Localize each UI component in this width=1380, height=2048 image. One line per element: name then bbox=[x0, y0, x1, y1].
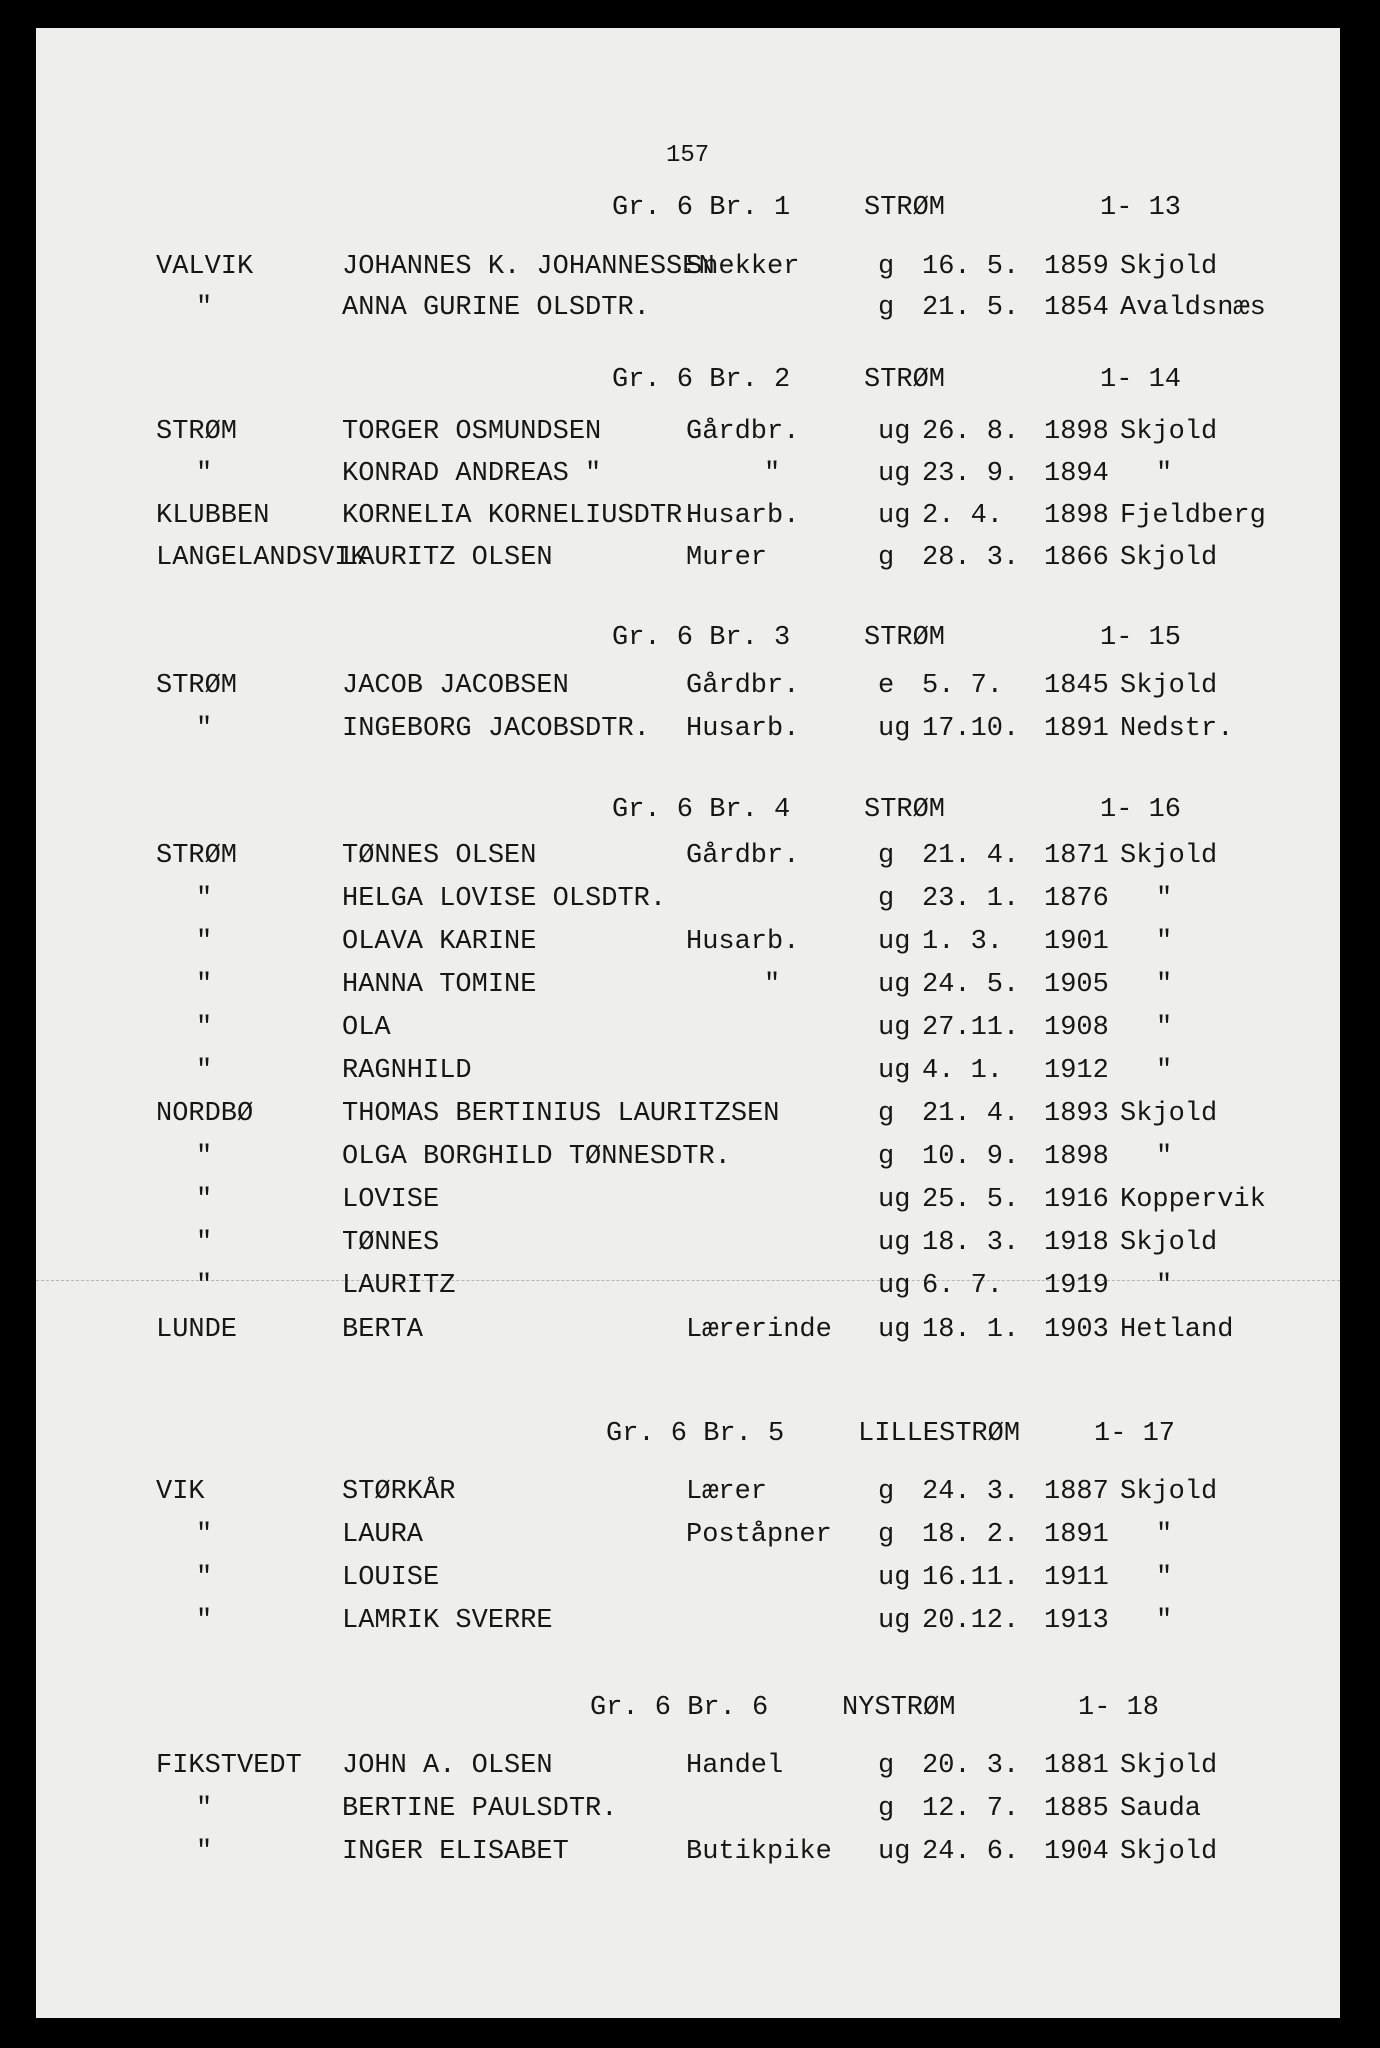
group-number: Gr. 6 Br. 1 bbox=[612, 193, 791, 223]
year: 1904 bbox=[1044, 1837, 1109, 1867]
group-ref: 1- 14 bbox=[1100, 365, 1182, 395]
occupation: Poståpner bbox=[686, 1520, 832, 1550]
date: 25. 5. bbox=[922, 1185, 1020, 1215]
date: 26. 8. bbox=[922, 417, 1020, 447]
group-place: NYSTRØM bbox=[842, 1693, 956, 1723]
name: JACOB JACOBSEN bbox=[342, 671, 569, 701]
birthplace: Skjold bbox=[1120, 1228, 1218, 1258]
civil-status: ug bbox=[878, 714, 911, 744]
place: " bbox=[196, 1228, 213, 1258]
birthplace: Skjold bbox=[1120, 1477, 1218, 1507]
civil-status: g bbox=[878, 543, 895, 573]
year: 1898 bbox=[1044, 1142, 1109, 1172]
date: 16. 5. bbox=[922, 252, 1020, 282]
birthplace: Skjold bbox=[1120, 252, 1218, 282]
civil-status: g bbox=[878, 1520, 895, 1550]
birthplace: " bbox=[1156, 927, 1173, 957]
civil-status: ug bbox=[878, 1606, 911, 1636]
birthplace: Skjold bbox=[1120, 1751, 1218, 1781]
group-ref: 1- 16 bbox=[1100, 795, 1182, 825]
date: 5. 7. bbox=[922, 671, 1004, 701]
birthplace: Hetland bbox=[1120, 1315, 1234, 1345]
name: RAGNHILD bbox=[342, 1056, 472, 1086]
place: " bbox=[196, 1794, 213, 1824]
date: 20. 3. bbox=[922, 1751, 1020, 1781]
fold-line bbox=[36, 1280, 1340, 1281]
date: 18. 2. bbox=[922, 1520, 1020, 1550]
birthplace: " bbox=[1156, 1056, 1173, 1086]
year: 1854 bbox=[1044, 293, 1109, 323]
group-number: Gr. 6 Br. 2 bbox=[612, 365, 791, 395]
date: 24. 3. bbox=[922, 1477, 1020, 1507]
occupation: Husarb. bbox=[686, 714, 800, 744]
name: STØRKÅR bbox=[342, 1477, 456, 1507]
birthplace: " bbox=[1156, 459, 1173, 489]
date: 18. 3. bbox=[922, 1228, 1020, 1258]
civil-status: ug bbox=[878, 1563, 911, 1593]
name: OLA bbox=[342, 1013, 391, 1043]
occupation: Gårdbr. bbox=[686, 841, 800, 871]
occupation: Murer bbox=[686, 543, 768, 573]
name: HANNA TOMINE bbox=[342, 970, 537, 1000]
birthplace: " bbox=[1156, 1563, 1173, 1593]
year: 1891 bbox=[1044, 1520, 1109, 1550]
place: " bbox=[196, 1271, 213, 1301]
group-ref: 1- 17 bbox=[1094, 1419, 1176, 1449]
civil-status: g bbox=[878, 1751, 895, 1781]
group-number: Gr. 6 Br. 3 bbox=[612, 623, 791, 653]
birthplace: Skjold bbox=[1120, 543, 1218, 573]
name: LAURA bbox=[342, 1520, 424, 1550]
civil-status: ug bbox=[878, 970, 911, 1000]
group-place: STRØM bbox=[864, 365, 946, 395]
year: 1913 bbox=[1044, 1606, 1109, 1636]
date: 1. 3. bbox=[922, 927, 1004, 957]
year: 1898 bbox=[1044, 417, 1109, 447]
name: THOMAS BERTINIUS LAURITZSEN bbox=[342, 1099, 780, 1129]
year: 1845 bbox=[1044, 671, 1109, 701]
birthplace: " bbox=[1156, 970, 1173, 1000]
birthplace: " bbox=[1156, 1013, 1173, 1043]
civil-status: ug bbox=[878, 1271, 911, 1301]
year: 1876 bbox=[1044, 884, 1109, 914]
name: OLGA BORGHILD TØNNESDTR. bbox=[342, 1142, 731, 1172]
name: ANNA GURINE OLSDTR. bbox=[342, 293, 650, 323]
name: TORGER OSMUNDSEN bbox=[342, 417, 602, 447]
name: HELGA LOVISE OLSDTR. bbox=[342, 884, 667, 914]
date: 10. 9. bbox=[922, 1142, 1020, 1172]
year: 1905 bbox=[1044, 970, 1109, 1000]
year: 1871 bbox=[1044, 841, 1109, 871]
date: 6. 7. bbox=[922, 1271, 1004, 1301]
birthplace: " bbox=[1156, 1271, 1173, 1301]
name: JOHN A. OLSEN bbox=[342, 1751, 553, 1781]
civil-status: g bbox=[878, 841, 895, 871]
occupation: " bbox=[764, 970, 781, 1000]
place: " bbox=[196, 1563, 213, 1593]
date: 21. 5. bbox=[922, 293, 1020, 323]
name: JOHANNES K. JOHANNESSEN bbox=[342, 252, 715, 282]
birthplace: Skjold bbox=[1120, 671, 1218, 701]
civil-status: ug bbox=[878, 1056, 911, 1086]
year: 1885 bbox=[1044, 1794, 1109, 1824]
civil-status: ug bbox=[878, 927, 911, 957]
group-place: LILLESTRØM bbox=[858, 1419, 1021, 1449]
date: 16.11. bbox=[922, 1563, 1020, 1593]
civil-status: ug bbox=[878, 417, 911, 447]
name: INGEBORG JACOBSDTR. bbox=[342, 714, 650, 744]
place: STRØM bbox=[156, 671, 238, 701]
year: 1859 bbox=[1044, 252, 1109, 282]
year: 1918 bbox=[1044, 1228, 1109, 1258]
place: " bbox=[196, 1606, 213, 1636]
civil-status: g bbox=[878, 1477, 895, 1507]
name: BERTA bbox=[342, 1315, 424, 1345]
place: NORDBØ bbox=[156, 1099, 254, 1129]
place: LANGELANDSVIK bbox=[156, 543, 367, 573]
place: KLUBBEN bbox=[156, 501, 270, 531]
date: 18. 1. bbox=[922, 1315, 1020, 1345]
civil-status: ug bbox=[878, 1837, 911, 1867]
date: 23. 1. bbox=[922, 884, 1020, 914]
name: LAURITZ OLSEN bbox=[342, 543, 553, 573]
name: LAURITZ bbox=[342, 1271, 456, 1301]
place: STRØM bbox=[156, 417, 238, 447]
year: 1887 bbox=[1044, 1477, 1109, 1507]
place: " bbox=[196, 714, 213, 744]
occupation: Handel bbox=[686, 1751, 784, 1781]
date: 23. 9. bbox=[922, 459, 1020, 489]
birthplace: Skjold bbox=[1120, 417, 1218, 447]
date: 24. 6. bbox=[922, 1837, 1020, 1867]
civil-status: g bbox=[878, 884, 895, 914]
year: 1894 bbox=[1044, 459, 1109, 489]
name: TØNNES OLSEN bbox=[342, 841, 537, 871]
group-number: Gr. 6 Br. 4 bbox=[612, 795, 791, 825]
place: " bbox=[196, 1837, 213, 1867]
birthplace: Skjold bbox=[1120, 1099, 1218, 1129]
date: 28. 3. bbox=[922, 543, 1020, 573]
birthplace: " bbox=[1156, 1142, 1173, 1172]
year: 1881 bbox=[1044, 1751, 1109, 1781]
year: 1903 bbox=[1044, 1315, 1109, 1345]
civil-status: ug bbox=[878, 1185, 911, 1215]
group-number: Gr. 6 Br. 5 bbox=[606, 1419, 785, 1449]
civil-status: ug bbox=[878, 459, 911, 489]
place: " bbox=[196, 1185, 213, 1215]
year: 1891 bbox=[1044, 714, 1109, 744]
civil-status: ug bbox=[878, 501, 911, 531]
birthplace: " bbox=[1156, 1520, 1173, 1550]
name: KORNELIA KORNELIUSDTR. bbox=[342, 501, 699, 531]
year: 1919 bbox=[1044, 1271, 1109, 1301]
name: TØNNES bbox=[342, 1228, 440, 1258]
name: INGER ELISABET bbox=[342, 1837, 569, 1867]
group-place: STRØM bbox=[864, 795, 946, 825]
name: BERTINE PAULSDTR. bbox=[342, 1794, 618, 1824]
civil-status: g bbox=[878, 1099, 895, 1129]
occupation: Husarb. bbox=[686, 927, 800, 957]
year: 1912 bbox=[1044, 1056, 1109, 1086]
place: FIKSTVEDT bbox=[156, 1751, 302, 1781]
date: 24. 5. bbox=[922, 970, 1020, 1000]
civil-status: ug bbox=[878, 1013, 911, 1043]
occupation: Lærerinde bbox=[686, 1315, 832, 1345]
civil-status: g bbox=[878, 1794, 895, 1824]
place: " bbox=[196, 293, 213, 323]
birthplace: " bbox=[1156, 1606, 1173, 1636]
occupation: " bbox=[764, 459, 781, 489]
place: LUNDE bbox=[156, 1315, 238, 1345]
birthplace: " bbox=[1156, 884, 1173, 914]
place: " bbox=[196, 1056, 213, 1086]
birthplace: Avaldsnæs bbox=[1120, 293, 1266, 323]
page-number: 157 bbox=[666, 142, 710, 169]
place: " bbox=[196, 1013, 213, 1043]
civil-status: e bbox=[878, 671, 895, 701]
civil-status: g bbox=[878, 1142, 895, 1172]
year: 1893 bbox=[1044, 1099, 1109, 1129]
occupation: Husarb. bbox=[686, 501, 800, 531]
name: LAMRIK SVERRE bbox=[342, 1606, 553, 1636]
birthplace: Sauda bbox=[1120, 1794, 1202, 1824]
civil-status: g bbox=[878, 252, 895, 282]
group-ref: 1- 18 bbox=[1078, 1693, 1160, 1723]
place: " bbox=[196, 970, 213, 1000]
date: 27.11. bbox=[922, 1013, 1020, 1043]
birthplace: Nedstr. bbox=[1120, 714, 1234, 744]
group-ref: 1- 15 bbox=[1100, 623, 1182, 653]
civil-status: ug bbox=[878, 1228, 911, 1258]
group-ref: 1- 13 bbox=[1100, 193, 1182, 223]
occupation: Butikpike bbox=[686, 1837, 832, 1867]
date: 21. 4. bbox=[922, 1099, 1020, 1129]
date: 17.10. bbox=[922, 714, 1020, 744]
document-page bbox=[36, 28, 1340, 2018]
place: VALVIK bbox=[156, 252, 254, 282]
year: 1898 bbox=[1044, 501, 1109, 531]
name: KONRAD ANDREAS " bbox=[342, 459, 602, 489]
year: 1908 bbox=[1044, 1013, 1109, 1043]
birthplace: Skjold bbox=[1120, 1837, 1218, 1867]
group-place: STRØM bbox=[864, 623, 946, 653]
place: " bbox=[196, 1520, 213, 1550]
place: " bbox=[196, 927, 213, 957]
date: 2. 4. bbox=[922, 501, 1004, 531]
place: " bbox=[196, 459, 213, 489]
birthplace: Fjeldberg bbox=[1120, 501, 1266, 531]
civil-status: g bbox=[878, 293, 895, 323]
group-number: Gr. 6 Br. 6 bbox=[590, 1693, 769, 1723]
group-place: STRØM bbox=[864, 193, 946, 223]
date: 21. 4. bbox=[922, 841, 1020, 871]
occupation: Gårdbr. bbox=[686, 417, 800, 447]
place: " bbox=[196, 1142, 213, 1172]
birthplace: Skjold bbox=[1120, 841, 1218, 871]
place: VIK bbox=[156, 1477, 205, 1507]
name: LOVISE bbox=[342, 1185, 440, 1215]
place: " bbox=[196, 884, 213, 914]
date: 4. 1. bbox=[922, 1056, 1004, 1086]
year: 1901 bbox=[1044, 927, 1109, 957]
year: 1866 bbox=[1044, 543, 1109, 573]
name: LOUISE bbox=[342, 1563, 440, 1593]
year: 1911 bbox=[1044, 1563, 1109, 1593]
date: 12. 7. bbox=[922, 1794, 1020, 1824]
place: STRØM bbox=[156, 841, 238, 871]
civil-status: ug bbox=[878, 1315, 911, 1345]
occupation: Gårdbr. bbox=[686, 671, 800, 701]
date: 20.12. bbox=[922, 1606, 1020, 1636]
birthplace: Koppervik bbox=[1120, 1185, 1266, 1215]
name: OLAVA KARINE bbox=[342, 927, 537, 957]
occupation: Snekker bbox=[686, 252, 800, 282]
year: 1916 bbox=[1044, 1185, 1109, 1215]
occupation: Lærer bbox=[686, 1477, 768, 1507]
